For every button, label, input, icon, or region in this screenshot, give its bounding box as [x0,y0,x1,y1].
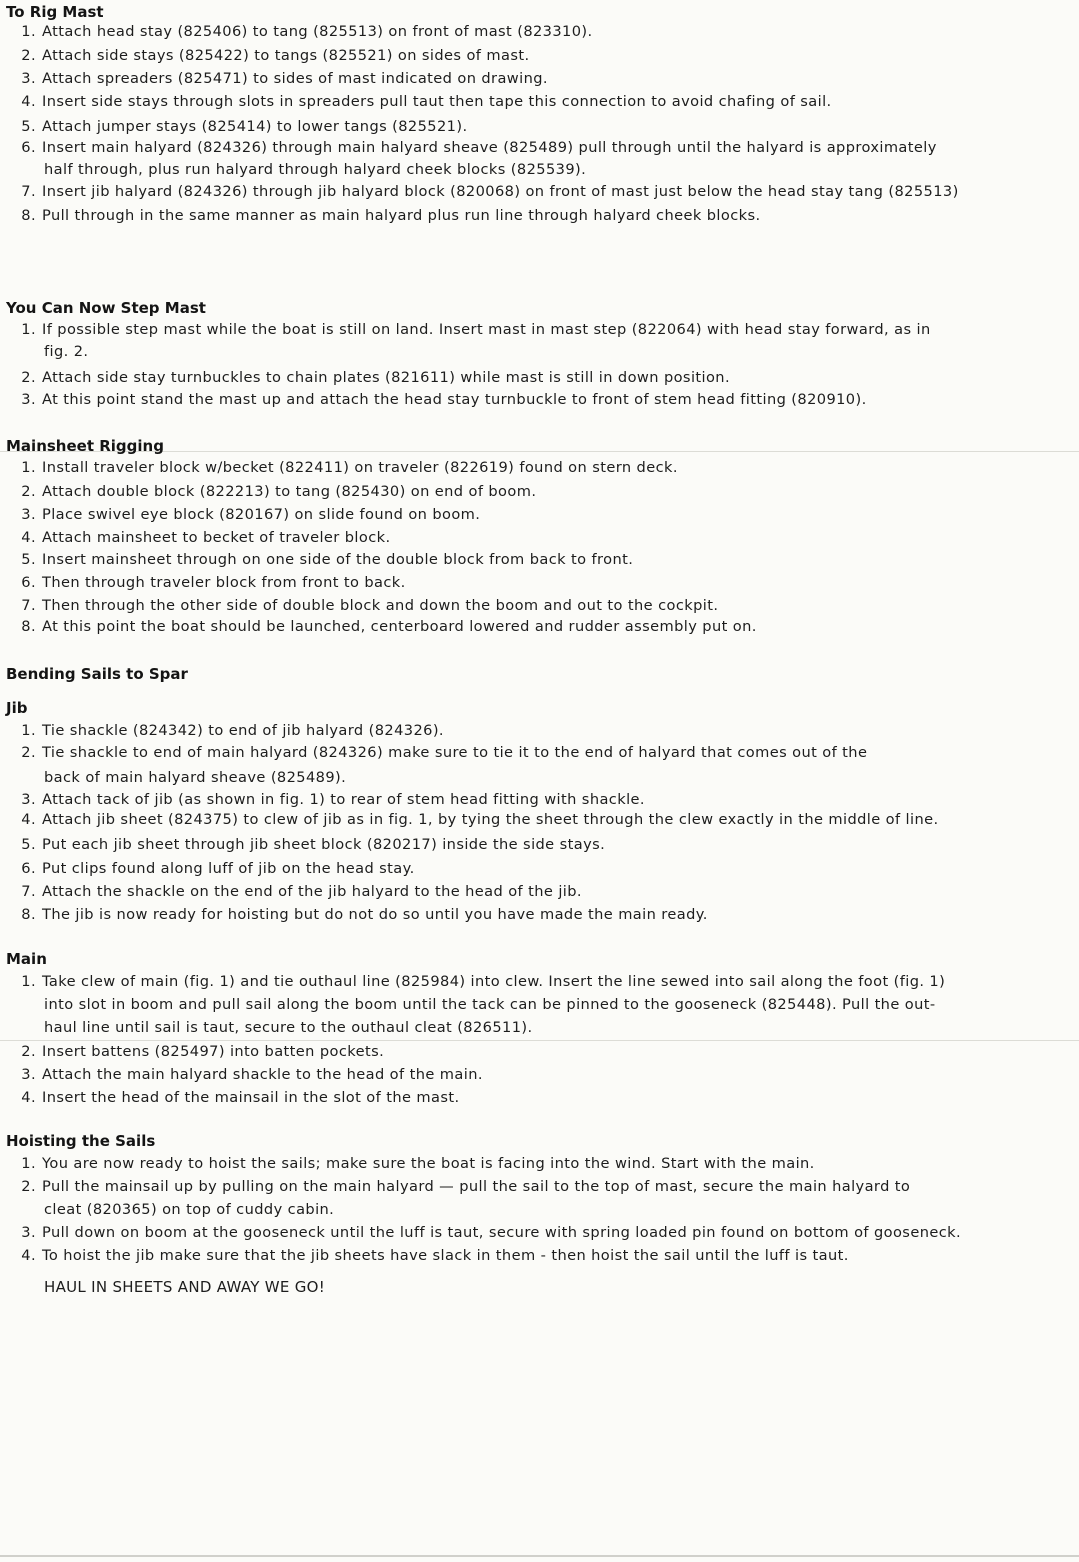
item-number: 4. [21,529,36,546]
item-text-line: Tie shackle to end of main halyard (824326) make sure to tie it to the end of halyard that comes out of the [42,744,868,761]
item-number: 4. [21,811,36,828]
item-text-line: Insert battens (825497) into batten pockets. [42,1043,385,1060]
item-number: 2. [21,744,36,761]
item-number: 3. [21,70,36,87]
item-text-line: The jib is now ready for hoisting but do not do so until you have made the main ready. [42,906,708,923]
item-number: 2. [21,1178,36,1195]
item-text-line: Tie shackle (824342) to end of jib halyard (824326). [42,722,444,739]
item-text-line: Then through traveler block from front to back. [42,574,406,591]
item-number: 4. [21,93,36,110]
item-text-line: At this point the boat should be launched, centerboard lowered and rudder assembly put on. [42,618,757,635]
item-number: 4. [21,1247,36,1264]
item-text-line: Attach jib sheet (824375) to clew of jib as in fig. 1, by tying the sheet through the clew exactly in the middle of line. [42,811,939,828]
section-heading: Bending Sails to Spar [6,665,188,683]
item-text-line: into slot in boom and pull sail along the boom until the tack can be pinned to the gooseneck (825448). Pull the out- [44,996,936,1013]
section-heading: Jib [6,699,28,717]
item-text-line: Attach side stays (825422) to tangs (825521) on sides of mast. [42,47,530,64]
item-number: 3. [21,391,36,408]
item-text-line: haul line until sail is taut, secure to the outhaul cleat (826511). [44,1019,533,1036]
item-number: 7. [21,883,36,900]
item-text-line: Then through the other side of double block and down the boom and out to the cockpit. [42,597,719,614]
item-text-line: back of main halyard sheave (825489). [44,769,347,786]
item-text-line: Take clew of main (fig. 1) and tie outhaul line (825984) into clew. Insert the line sewed into sail along the foot (fig. 1) [42,973,946,990]
item-number: 8. [21,618,36,635]
item-text-line: Attach double block (822213) to tang (825430) on end of boom. [42,483,537,500]
item-number: 8. [21,906,36,923]
section-heading: Main [6,950,47,968]
item-number: 2. [21,483,36,500]
item-text-line: Insert jib halyard (824326) through jib halyard block (820068) on front of mast just below the head stay tang (825513) [42,183,959,200]
item-text-line: Pull through in the same manner as main halyard plus run line through halyard cheek blocks. [42,207,761,224]
section-heading: To Rig Mast [6,3,104,21]
item-number: 1. [21,321,36,338]
item-number: 3. [21,1066,36,1083]
item-text-line: half through, plus run halyard through halyard cheek blocks (825539). [44,161,587,178]
item-text-line: Attach mainsheet to becket of traveler block. [42,529,391,546]
item-text-line: Install traveler block w/becket (822411) on traveler (822619) found on stern deck. [42,459,678,476]
item-number: 3. [21,506,36,523]
item-text-line: Put each jib sheet through jib sheet block (820217) inside the side stays. [42,836,606,853]
item-text-line: cleat (820365) on top of cuddy cabin. [44,1201,335,1218]
item-text-line: If possible step mast while the boat is still on land. Insert mast in mast step (822064) with head stay forward, as in [42,321,931,338]
item-number: 1. [21,973,36,990]
item-text-line: Attach jumper stays (825414) to lower tangs (825521). [42,118,468,135]
item-text-line: Put clips found along luff of jib on the head stay. [42,860,415,877]
item-number: 5. [21,836,36,853]
item-number: 6. [21,574,36,591]
item-text-line: Attach the shackle on the end of the jib halyard to the head of the jib. [42,883,582,900]
item-number: 6. [21,860,36,877]
item-number: 2. [21,369,36,386]
item-text-line: Attach tack of jib (as shown in fig. 1) to rear of stem head fitting with shackle. [42,791,645,808]
item-text-line: Pull down on boom at the gooseneck until the luff is taut, secure with spring loaded pin found on bottom of gooseneck. [42,1224,962,1241]
item-number: 5. [21,118,36,135]
item-number: 1. [21,459,36,476]
item-number: 2. [21,1043,36,1060]
item-text-line: Insert main halyard (824326) through main halyard sheave (825489) pull through until the halyard is approximately [42,139,937,156]
item-number: 3. [21,791,36,808]
closing-line: HAUL IN SHEETS AND AWAY WE GO! [44,1278,326,1296]
item-text-line: Insert mainsheet through on one side of the double block from back to front. [42,551,634,568]
item-number: 4. [21,1089,36,1106]
item-text-line: At this point stand the mast up and attach the head stay turnbuckle to front of stem head fitting (820910). [42,391,867,408]
page-edge [0,1555,1079,1557]
item-text-line: Insert the head of the mainsail in the slot of the mast. [42,1089,460,1106]
item-text-line: Attach the main halyard shackle to the head of the main. [42,1066,483,1083]
item-number: 1. [21,23,36,40]
item-text-line: Insert side stays through slots in spreaders pull taut then tape this connection to avoid chafing of sail. [42,93,832,110]
item-number: 2. [21,47,36,64]
item-text-line: Pull the mainsail up by pulling on the main halyard — pull the sail to the top of mast, secure the main halyard to [42,1178,911,1195]
item-number: 8. [21,207,36,224]
item-text-line: Attach side stay turnbuckles to chain plates (821611) while mast is still in down position. [42,369,730,386]
item-text-line: To hoist the jib make sure that the jib sheets have slack in them - then hoist the sail until the luff is taut. [42,1247,849,1264]
item-text-line: You are now ready to hoist the sails; make sure the boat is facing into the wind. Start with the main. [42,1155,815,1172]
item-number: 1. [21,722,36,739]
item-text-line: fig. 2. [44,343,89,360]
section-heading: Mainsheet Rigging [6,437,164,455]
item-number: 5. [21,551,36,568]
item-number: 7. [21,183,36,200]
section-heading: Hoisting the Sails [6,1132,156,1150]
item-text-line: Attach spreaders (825471) to sides of mast indicated on drawing. [42,70,548,87]
item-number: 3. [21,1224,36,1241]
item-number: 1. [21,1155,36,1172]
item-text-line: Attach head stay (825406) to tang (825513) on front of mast (823310). [42,23,593,40]
item-number: 6. [21,139,36,156]
item-text-line: Place swivel eye block (820167) on slide found on boom. [42,506,481,523]
section-heading: You Can Now Step Mast [6,299,206,317]
item-number: 7. [21,597,36,614]
